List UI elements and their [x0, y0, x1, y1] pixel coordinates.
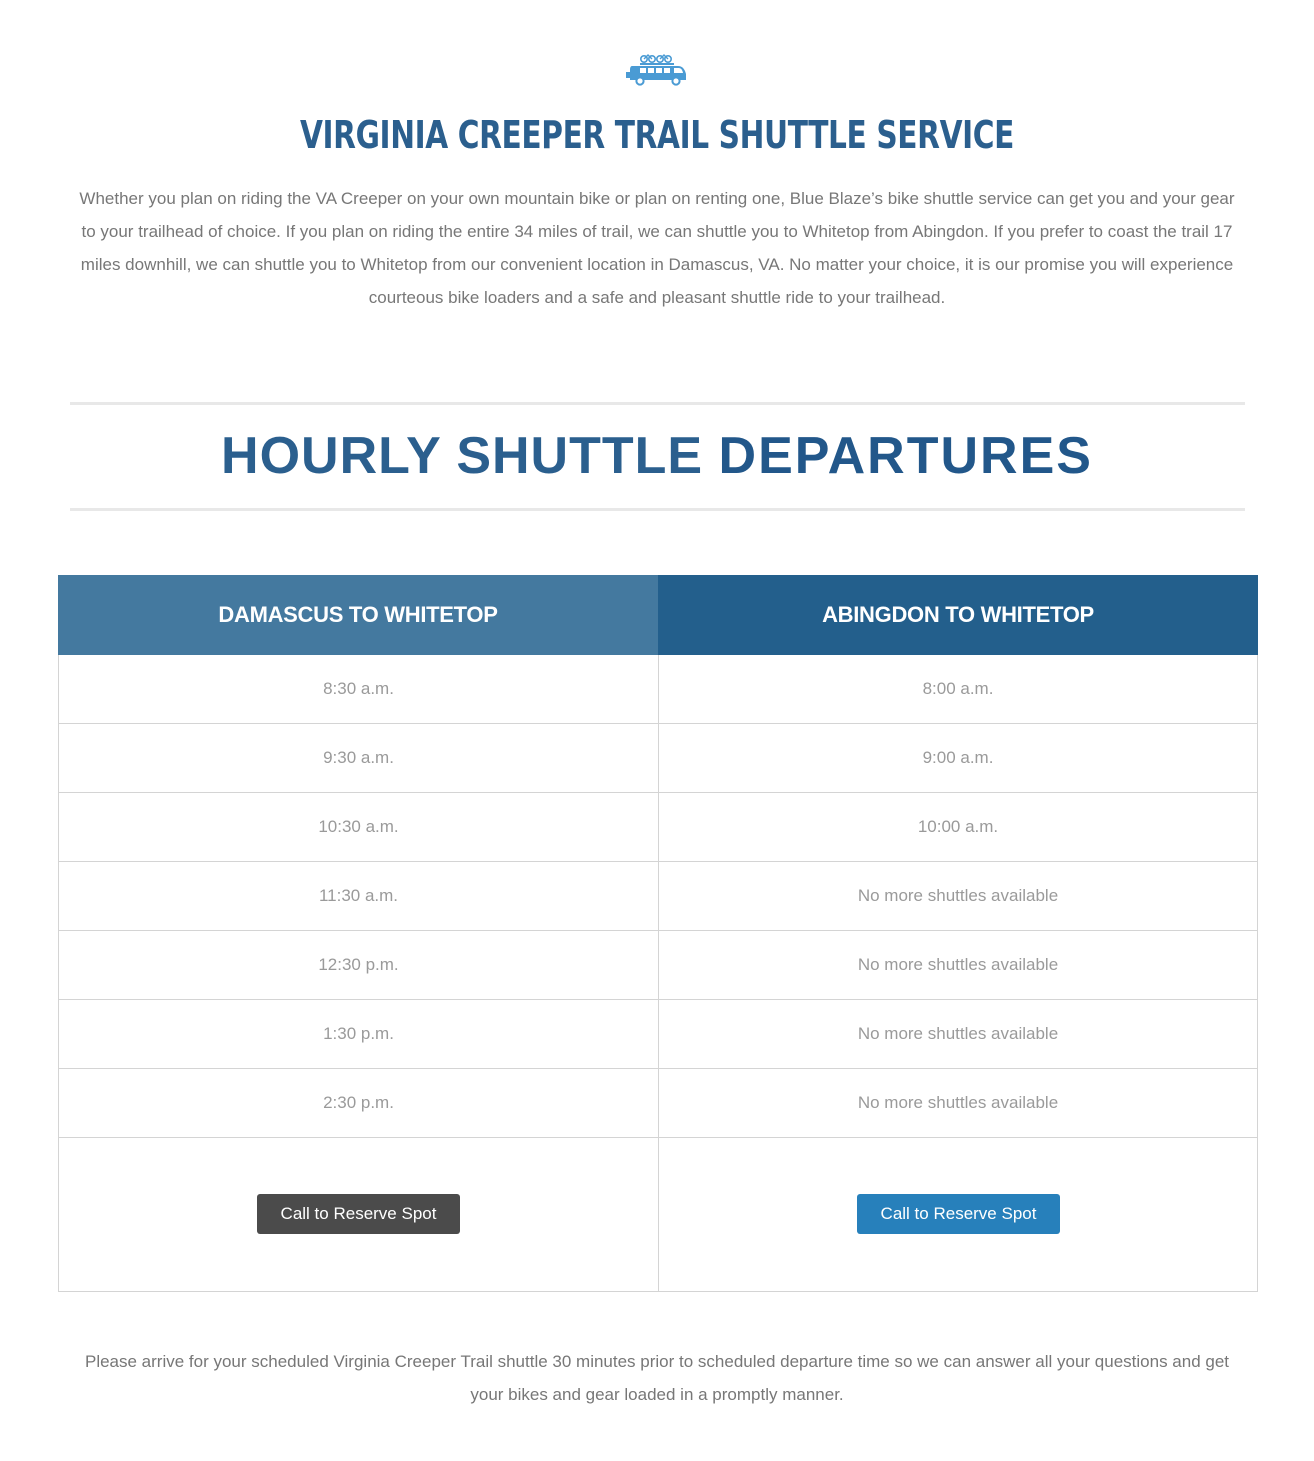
- shuttle-schedule-table: [58, 575, 1258, 1290]
- table-cell: No more shuttles available: [658, 1000, 1258, 1069]
- divider-top: [70, 402, 1245, 405]
- damascus-column: [58, 575, 658, 1290]
- departures-heading: [0, 425, 1314, 487]
- table-cell: 10:00 a.m.: [658, 793, 1258, 862]
- divider-bottom: [70, 508, 1245, 511]
- intro-paragraph: Whether you plan on riding the VA Creeper on your own mountain bike or plan on renting one, Blue Blaze’s bike shuttle service can get you and your gear to your trailhead of choice. If you plan on riding the entire 34 miles of trail, we can shuttle you to Whitetop from Abingdon. If you prefer to coast the trail 17 miles downhill, we can shuttle you to Whitetop from our convenient location in Damascus, VA. No matter your choice, it is our promise you will experience courteous bike loaders and a safe and pleasant shuttle ride to your trailhead.: [79, 189, 1235, 307]
- abingdon-column-header: ABINGDON TO WHITETOP: [658, 575, 1258, 655]
- table-cell: No more shuttles available: [658, 862, 1258, 931]
- table-cell: 1:30 p.m.: [58, 1000, 658, 1069]
- abingdon-column: [658, 575, 1258, 1290]
- table-cell: 12:30 p.m.: [58, 931, 658, 1000]
- damascus-column-header: DAMASCUS TO WHITETOP: [58, 575, 658, 655]
- table-cell: No more shuttles available: [658, 931, 1258, 1000]
- table-cell: 8:00 a.m.: [658, 655, 1258, 724]
- damascus-call-to-reserve-button[interactable]: Call to Reserve Spot: [257, 1194, 460, 1234]
- arrival-note: Please arrive for your scheduled Virginia Creeper Trail shuttle 30 minutes prior to scheduled departure time so we can answer all your questions and get your bikes and gear loaded in a promptly manner.: [84, 1352, 1230, 1404]
- abingdon-button-cell: [658, 1138, 1258, 1292]
- table-cell: 9:30 a.m.: [58, 724, 658, 793]
- shuttle-bus-with-bikes-icon: [626, 50, 690, 86]
- table-cell: 10:30 a.m.: [58, 793, 658, 862]
- table-cell: No more shuttles available: [658, 1069, 1258, 1138]
- page-title: VIRGINIA CREEPER TRAIL SHUTTLE SERVICE: [299, 113, 1014, 157]
- table-cell: 11:30 a.m.: [58, 862, 658, 931]
- table-cell: 2:30 p.m.: [58, 1069, 658, 1138]
- abingdon-call-to-reserve-button[interactable]: Call to Reserve Spot: [857, 1194, 1060, 1234]
- table-cell: 9:00 a.m.: [658, 724, 1258, 793]
- departures-heading-bold: DEPARTURES: [718, 427, 1093, 485]
- departures-heading-light: HOURLY SHUTTLE: [221, 427, 704, 485]
- damascus-button-cell: [58, 1138, 658, 1292]
- table-cell: 8:30 a.m.: [58, 655, 658, 724]
